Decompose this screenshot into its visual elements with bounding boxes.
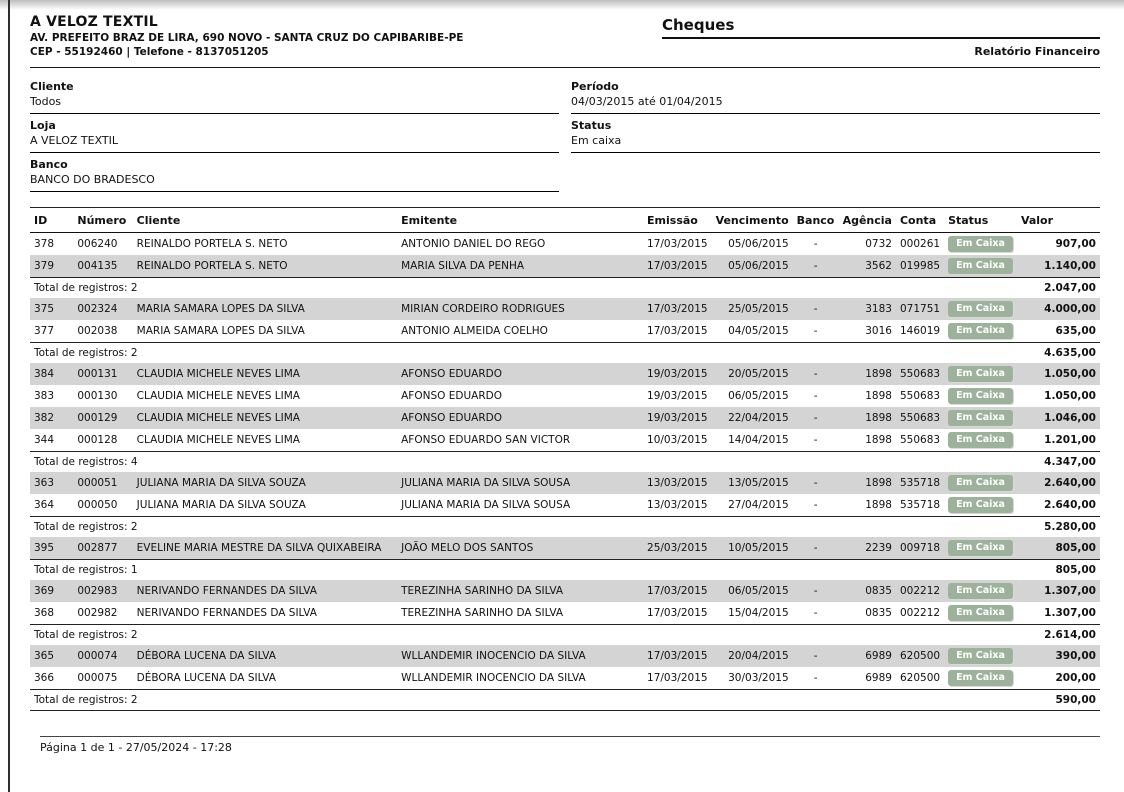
filter-value: 04/03/2015 até 01/04/2015 (571, 95, 723, 108)
status-cell (944, 667, 1017, 690)
cell: - (793, 537, 839, 560)
cell: 25/05/2015 (712, 298, 793, 320)
cell: 009718 (896, 537, 944, 560)
cell: 377 (34, 325, 55, 337)
column-header: Vencimento (712, 208, 793, 233)
cell: 002877 (73, 537, 132, 560)
cell: 17/03/2015 (643, 298, 712, 320)
cell: 25/03/2015 (643, 537, 712, 560)
table-row (30, 580, 1100, 602)
cell: - (793, 580, 839, 602)
cell: 000051 (73, 472, 132, 494)
cell: 1.307,00 (1017, 580, 1100, 602)
cell: 2.640,00 (1044, 499, 1096, 511)
cell: 0835 (865, 607, 892, 619)
status-badge: Em Caixa (948, 648, 1013, 664)
group-total-label: Total de registros: 2 (30, 517, 1017, 538)
cell: JULIANA MARIA DA SILVA SOUZA (136, 499, 306, 511)
cell: 4.000,00 (1017, 298, 1100, 320)
cell: 635,00 (1055, 325, 1096, 337)
table-row (30, 494, 1100, 517)
cell: AFONSO EDUARDO (401, 390, 502, 402)
column-header: ID (30, 208, 73, 233)
cell: 06/05/2015 (712, 580, 793, 602)
cell: MARIA SAMARA LOPES DA SILVA (133, 298, 397, 320)
column-header: Status (944, 208, 1017, 233)
cell: MIRIAN CORDEIRO RODRIGUES (397, 298, 643, 320)
cell: JULIANA MARIA DA SILVA SOUSA (401, 499, 571, 511)
cell: JULIANA MARIA DA SILVA SOUZA (133, 472, 397, 494)
cell: 363 (30, 472, 73, 494)
cell: 1.307,00 (1044, 607, 1096, 619)
filter-periodo (571, 80, 1100, 114)
cell: 004135 (73, 255, 132, 278)
cell: 002982 (77, 607, 118, 619)
cell: 17/03/2015 (647, 238, 708, 250)
cell: WLLANDEMIR INOCENCIO DA SILVA (401, 672, 586, 684)
table-row (30, 537, 1100, 560)
cell: - (793, 363, 839, 385)
table-row (30, 320, 1100, 343)
cell: 382 (30, 407, 73, 429)
cell: 1.046,00 (1017, 407, 1100, 429)
group-total-label: Total de registros: 2 (30, 690, 1017, 711)
cell: 2239 (839, 537, 896, 560)
status-cell (944, 385, 1017, 407)
status-cell (944, 580, 1017, 602)
group-total-row (30, 517, 1100, 538)
cell: 6989 (865, 672, 892, 684)
table-row (30, 645, 1100, 667)
cell: 002212 (896, 580, 944, 602)
cell: 20/05/2015 (712, 363, 793, 385)
cell: - (813, 434, 818, 446)
column-header: Agência (839, 208, 896, 233)
cell: - (813, 607, 818, 619)
cell: 365 (30, 645, 73, 667)
cell: - (793, 472, 839, 494)
group-total-label: Total de registros: 2 (30, 343, 1017, 364)
company-contact: CEP - 55192460 | Telefone - 8137051205 (30, 46, 269, 58)
filter-label: Status (571, 119, 612, 132)
cell: 395 (30, 537, 73, 560)
group-total-value: 4.635,00 (1017, 343, 1100, 364)
group-total-label: Total de registros: 4 (30, 452, 1017, 473)
cell: 550683 (899, 390, 941, 402)
cell: - (813, 325, 818, 337)
filter-label: Banco (30, 158, 68, 171)
status-cell (944, 233, 1017, 256)
status-badge: Em Caixa (948, 410, 1013, 426)
cell: 378 (34, 238, 55, 250)
cell: 000131 (73, 363, 132, 385)
group-total-value: 2.047,00 (1017, 278, 1100, 299)
cell: AFONSO EDUARDO (397, 363, 643, 385)
cell: REINALDO PORTELA S. NETO (133, 255, 397, 278)
cell: - (813, 238, 818, 250)
cell: 071751 (896, 298, 944, 320)
table-row (30, 233, 1100, 256)
cell: 17/03/2015 (647, 672, 708, 684)
table-row (30, 363, 1100, 385)
status-badge: Em Caixa (948, 388, 1013, 404)
cell: 05/06/2015 (712, 255, 793, 278)
cell: DÉBORA LUCENA DA SILVA (136, 672, 276, 684)
column-header: Cliente (133, 208, 397, 233)
cell: 06/05/2015 (728, 390, 789, 402)
cell: 17/03/2015 (643, 645, 712, 667)
cell: 375 (30, 298, 73, 320)
status-cell (944, 537, 1017, 560)
cell: 620500 (899, 672, 941, 684)
table-row (30, 298, 1100, 320)
filter-spacer (571, 158, 1100, 197)
cell: 002324 (73, 298, 132, 320)
table-row (30, 429, 1100, 452)
cell: 1.201,00 (1044, 434, 1096, 446)
status-badge: Em Caixa (948, 301, 1013, 317)
cell: 1898 (839, 363, 896, 385)
column-header: Emitente (397, 208, 643, 233)
filter-value: BANCO DO BRADESCO (30, 173, 155, 186)
status-cell (944, 298, 1017, 320)
status-badge: Em Caixa (948, 540, 1013, 556)
cell: TEREZINHA SARINHO DA SILVA (401, 607, 564, 619)
cell: 3183 (839, 298, 896, 320)
filter-cliente (30, 80, 559, 114)
group-total-label: Total de registros: 1 (30, 560, 1017, 581)
cheques-table (30, 207, 1100, 711)
cell: 002212 (899, 607, 941, 619)
report-title: Cheques (662, 16, 1100, 39)
cell: 369 (30, 580, 73, 602)
filter-value: A VELOZ TEXTIL (30, 134, 119, 147)
cell: 000128 (77, 434, 118, 446)
group-total-row (30, 278, 1100, 299)
cell: 1898 (865, 390, 892, 402)
cell: 002038 (77, 325, 118, 337)
group-total-row (30, 452, 1100, 473)
status-cell (944, 255, 1017, 278)
cell: 0835 (839, 580, 896, 602)
filters-section (30, 80, 1100, 197)
column-header: Valor (1017, 208, 1100, 233)
cell: 1898 (839, 472, 896, 494)
cell: 002983 (73, 580, 132, 602)
cell: 27/04/2015 (728, 499, 789, 511)
cell: REINALDO PORTELA S. NETO (136, 238, 288, 250)
cell: 0732 (865, 238, 892, 250)
status-cell (944, 472, 1017, 494)
cell: 000129 (73, 407, 132, 429)
report-page (10, 0, 1124, 792)
status-badge: Em Caixa (948, 670, 1013, 686)
cell: 384 (30, 363, 73, 385)
cell: 14/04/2015 (728, 434, 789, 446)
filter-label: Cliente (30, 80, 74, 93)
filter-label: Período (571, 80, 619, 93)
cell: 3016 (865, 325, 892, 337)
company-address: AV. PREFEITO BRAZ DE LIRA, 690 NOVO - SANTA CRUZ DO CAPIBARIBE-PE (30, 32, 464, 44)
cell: 000261 (899, 238, 941, 250)
cell: 006240 (77, 238, 118, 250)
cell: NERIVANDO FERNANDES DA SILVA (136, 607, 317, 619)
cell: 535718 (896, 472, 944, 494)
cell: 3562 (839, 255, 896, 278)
status-badge: Em Caixa (948, 323, 1013, 339)
group-total-row (30, 343, 1100, 364)
cell: 366 (34, 672, 55, 684)
page-footer: Página 1 de 1 - 27/05/2024 - 17:28 (40, 736, 1100, 754)
cell: 13/03/2015 (647, 499, 708, 511)
cell: 907,00 (1055, 238, 1096, 250)
cell: 17/03/2015 (643, 580, 712, 602)
report-subtitle: Relatório Financeiro (974, 45, 1100, 58)
filter-loja (30, 119, 559, 153)
group-total-value: 590,00 (1017, 690, 1100, 711)
cell: 17/03/2015 (647, 607, 708, 619)
cell: CLAUDIA MICHELE NEVES LIMA (133, 363, 397, 385)
cell: MARIA SAMARA LOPES DA SILVA (136, 325, 305, 337)
cell: 10/03/2015 (647, 434, 708, 446)
table-row (30, 472, 1100, 494)
cell: 1898 (839, 407, 896, 429)
cell: 1.140,00 (1017, 255, 1100, 278)
group-total-label: Total de registros: 2 (30, 625, 1017, 646)
cell: WLLANDEMIR INOCENCIO DA SILVA (397, 645, 643, 667)
group-total-row (30, 560, 1100, 581)
cell: 000130 (77, 390, 118, 402)
cell: 000075 (77, 672, 118, 684)
cell: 17/03/2015 (643, 255, 712, 278)
cell: 22/04/2015 (712, 407, 793, 429)
cell: - (813, 672, 818, 684)
cell: 19/03/2015 (643, 407, 712, 429)
cell: 05/06/2015 (728, 238, 789, 250)
cell: 368 (34, 607, 55, 619)
cell: - (793, 407, 839, 429)
group-total-row (30, 690, 1100, 711)
cell: 390,00 (1017, 645, 1100, 667)
status-badge: Em Caixa (948, 366, 1013, 382)
cell: TEREZINHA SARINHO DA SILVA (397, 580, 643, 602)
status-badge: Em Caixa (948, 258, 1013, 274)
column-header: Número (73, 208, 132, 233)
cell: 6989 (839, 645, 896, 667)
status-cell (944, 645, 1017, 667)
cell: 1898 (865, 434, 892, 446)
table-row (30, 407, 1100, 429)
column-header: Emissão (643, 208, 712, 233)
cell: MARIA SILVA DA PENHA (397, 255, 643, 278)
cell: 535718 (899, 499, 941, 511)
status-cell (944, 602, 1017, 625)
cell: CLAUDIA MICHELE NEVES LIMA (136, 390, 300, 402)
table-row (30, 602, 1100, 625)
cell: 383 (34, 390, 55, 402)
group-total-label: Total de registros: 2 (30, 278, 1017, 299)
status-badge: Em Caixa (948, 497, 1013, 513)
status-cell (944, 407, 1017, 429)
cell: 10/05/2015 (712, 537, 793, 560)
status-badge: Em Caixa (948, 475, 1013, 491)
cell: 20/04/2015 (712, 645, 793, 667)
status-cell (944, 363, 1017, 385)
cell: 30/03/2015 (728, 672, 789, 684)
cell: JULIANA MARIA DA SILVA SOUSA (397, 472, 643, 494)
status-badge: Em Caixa (948, 583, 1013, 599)
cell: DÉBORA LUCENA DA SILVA (133, 645, 397, 667)
cell: NERIVANDO FERNANDES DA SILVA (133, 580, 397, 602)
cell: CLAUDIA MICHELE NEVES LIMA (133, 407, 397, 429)
cell: - (793, 255, 839, 278)
cell: AFONSO EDUARDO SAN VICTOR (401, 434, 571, 446)
cell: ANTONIO ALMEIDA COELHO (401, 325, 548, 337)
group-total-row (30, 625, 1100, 646)
column-header: Conta (896, 208, 944, 233)
group-total-value: 2.614,00 (1017, 625, 1100, 646)
cell: - (813, 390, 818, 402)
group-total-value: 805,00 (1017, 560, 1100, 581)
filter-status (571, 119, 1100, 153)
cell: ANTONIO DANIEL DO REGO (401, 238, 546, 250)
status-cell (944, 320, 1017, 343)
cell: 620500 (896, 645, 944, 667)
cell: 13/03/2015 (643, 472, 712, 494)
status-badge: Em Caixa (948, 236, 1013, 252)
cell: 04/05/2015 (728, 325, 789, 337)
cell: EVELINE MARIA MESTRE DA SILVA QUIXABEIRA (133, 537, 397, 560)
cell: 200,00 (1055, 672, 1096, 684)
cell: 13/05/2015 (712, 472, 793, 494)
table-header-row (30, 208, 1100, 233)
cell: 344 (34, 434, 55, 446)
cell: CLAUDIA MICHELE NEVES LIMA (136, 434, 300, 446)
cell: 550683 (896, 363, 944, 385)
report-header (30, 14, 1100, 68)
cell: 1.050,00 (1017, 363, 1100, 385)
cell: 805,00 (1017, 537, 1100, 560)
status-badge: Em Caixa (948, 432, 1013, 448)
table-row (30, 385, 1100, 407)
cell: 17/03/2015 (647, 325, 708, 337)
filter-value: Todos (30, 95, 62, 108)
cell: 379 (30, 255, 73, 278)
column-header: Banco (793, 208, 839, 233)
cell: - (813, 499, 818, 511)
report-title-block (662, 14, 1100, 58)
filter-label: Loja (30, 119, 56, 132)
cell: - (793, 298, 839, 320)
group-total-value: 4.347,00 (1017, 452, 1100, 473)
table-body (30, 233, 1100, 711)
cell: 364 (34, 499, 55, 511)
status-cell (944, 494, 1017, 517)
filter-value: Em caixa (571, 134, 622, 147)
cell: 550683 (899, 434, 941, 446)
status-badge: Em Caixa (948, 605, 1013, 621)
cell: 1898 (865, 499, 892, 511)
cell: 000074 (73, 645, 132, 667)
table-row (30, 255, 1100, 278)
group-total-value: 5.280,00 (1017, 517, 1100, 538)
cell: 019985 (896, 255, 944, 278)
status-cell (944, 429, 1017, 452)
cell: 2.640,00 (1017, 472, 1100, 494)
cell: JOÃO MELO DOS SANTOS (397, 537, 643, 560)
company-block (30, 14, 463, 58)
cell: 1.050,00 (1044, 390, 1096, 402)
cell: AFONSO EDUARDO (397, 407, 643, 429)
cell: - (793, 645, 839, 667)
filter-banco (30, 158, 559, 192)
cell: 000050 (77, 499, 118, 511)
company-name: A VELOZ TEXTIL (30, 14, 158, 30)
cell: 19/03/2015 (643, 363, 712, 385)
table-row (30, 667, 1100, 690)
cell: 15/04/2015 (728, 607, 789, 619)
cell: 550683 (896, 407, 944, 429)
cell: 19/03/2015 (647, 390, 708, 402)
cell: 146019 (899, 325, 941, 337)
